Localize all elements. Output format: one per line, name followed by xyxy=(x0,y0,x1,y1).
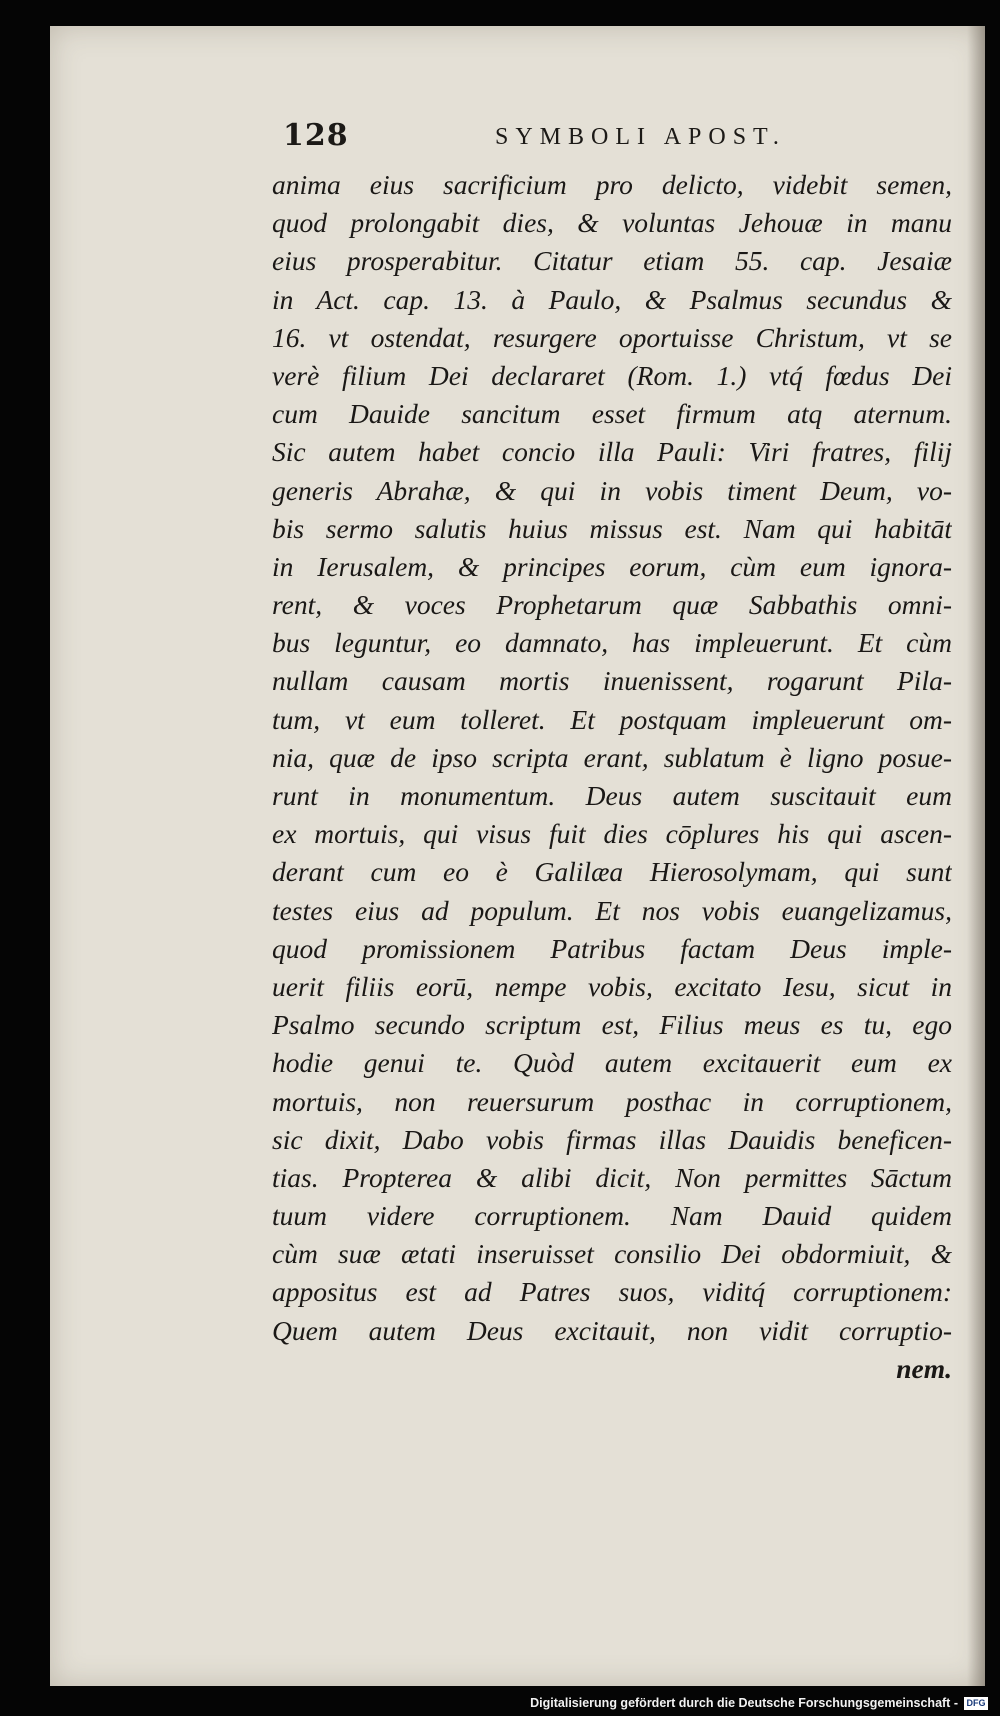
text-line: tias. Propterea & alibi dicit, Non permittes Sāctum xyxy=(272,1161,952,1193)
text-line: nullam causam mortis inuenissent, rogarunt Pila- xyxy=(272,665,952,697)
text-line: Quem autem Deus excitauit, non vidit corruptio- xyxy=(272,1314,952,1346)
text-line: mortuis, non reuersurum posthac in corruptionem, xyxy=(272,1085,952,1117)
text-line: runt in monumentum. Deus autem suscitauit eum xyxy=(272,780,952,811)
text-line: bis sermo salutis huius missus est. Nam qui habitāt xyxy=(272,512,952,544)
text-line: bus leguntur, eo damnato, has impleuerunt. Et cùm xyxy=(272,627,952,659)
book-page xyxy=(50,26,985,1686)
text-line: quod prolongabit dies, & voluntas Jehouæ in manu xyxy=(272,207,952,239)
page-header xyxy=(50,118,985,166)
text-line: derant cum eo è Galilæa Hierosolymam, qui sunt xyxy=(272,856,952,888)
text-line: tum, vt eum tolleret. Et postquam impleuerunt om- xyxy=(272,703,952,735)
text-line: testes eius ad populum. Et nos vobis euangelizamus, xyxy=(272,894,952,926)
text-line: Psalmo secundo scriptum est, Filius meus es tu, ego xyxy=(272,1009,952,1041)
text-line: anima eius sacrificium pro delicto, videbit semen, xyxy=(272,169,952,200)
text-line-final: nem. xyxy=(896,1352,952,1384)
dfg-logo-icon: DFG xyxy=(964,1697,988,1710)
text-line: ex mortuis, qui visus fuit dies cōplures his qui ascen- xyxy=(272,818,952,850)
text-line: quod promissionem Patribus factam Deus imple- xyxy=(272,932,952,964)
text-line: eius prosperabitur. Citatur etiam 55. cap. Jesaiæ xyxy=(272,245,952,277)
running-head: SYMBOLI APOST. xyxy=(495,124,786,150)
text-line: in Ierusalem, & principes eorum, cùm eum ignora- xyxy=(272,550,952,582)
text-line: uerit filiis eorū, nempe vobis, excitato Iesu, sicut in xyxy=(272,970,952,1002)
text-line: appositus est ad Patres suos, viditq́ corruptionem: xyxy=(272,1276,952,1308)
text-line: hodie genui te. Quòd autem excitauerit eum ex xyxy=(272,1047,952,1079)
digitization-credit xyxy=(530,1696,988,1710)
text-line: cùm suæ ætati inseruisset consilio Dei obdormiuit, & xyxy=(272,1238,952,1270)
text-line: in Act. cap. 13. à Paulo, & Psalmus secundus & xyxy=(272,283,952,315)
text-line: tuum videre corruptionem. Nam Dauid quidem xyxy=(272,1200,952,1232)
body-text xyxy=(272,166,952,1388)
page-edge-shadow xyxy=(967,26,985,1686)
text-line: rent, & voces Prophetarum quæ Sabbathis omni- xyxy=(272,589,952,621)
funding-credit-text: Digitalisierung gefördert durch die Deutsche Forschungsgemeinschaft - xyxy=(530,1696,958,1710)
text-line: cum Dauide sancitum esset firmum atq aternum. xyxy=(272,398,952,430)
text-line: sic dixit, Dabo vobis firmas illas Dauidis beneficen- xyxy=(272,1123,952,1155)
text-line: 16. vt ostendat, resurgere oportuisse Christum, vt se xyxy=(272,321,952,353)
text-line: generis Abrahæ, & qui in vobis timent Deum, vo- xyxy=(272,474,952,506)
text-line: verè filium Dei declararet (Rom. 1.) vtq́ fœdus Dei xyxy=(272,359,952,391)
text-line: Sic autem habet concio illa Pauli: Viri fratres, filij xyxy=(272,436,952,468)
text-line: nia, quæ de ipso scripta erant, sublatum è ligno posue- xyxy=(272,741,952,773)
page-number: 128 xyxy=(283,118,349,153)
